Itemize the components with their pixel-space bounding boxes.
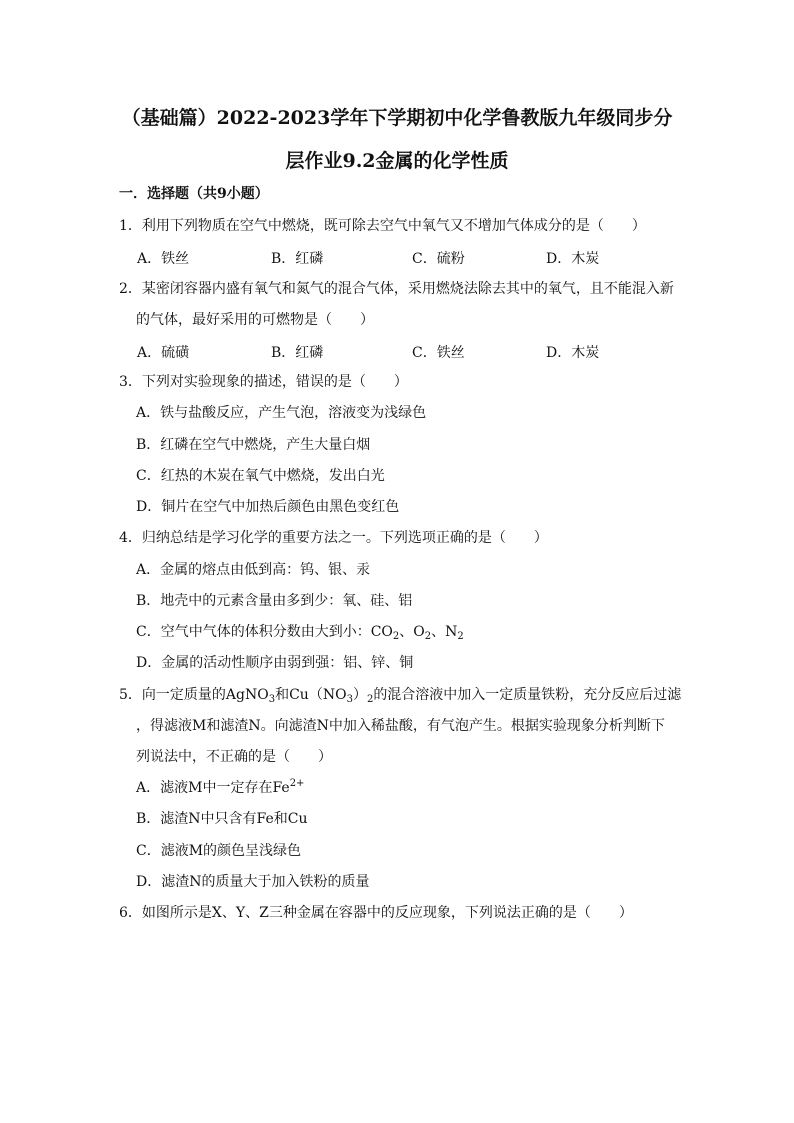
question-5-option-a-text: A．滤液M中一定存在Fe (136, 780, 290, 796)
question-1-option-a: A．铁丝 (137, 251, 190, 267)
subscript: 2 (457, 631, 464, 642)
question-2-option-b: B．红磷 (271, 345, 324, 361)
subscript: 2 (366, 694, 374, 705)
question-2-option-a: A．硫磺 (137, 345, 190, 361)
question-4-option-d: D．金属的活动性顺序由弱到强：铝、锌、铜 (136, 655, 414, 671)
question-5-option-c: C．滤液M的颜色呈浅绿色 (136, 843, 302, 859)
question-5-option-d: D．滤渣N的质量大于加入铁粉的质量 (136, 874, 370, 890)
question-3-option-d: D．铜片在空气中加热后颜色由黑色变红色 (136, 499, 400, 515)
question-5-stem-text: 的混合溶液中加入一定质量铁粉，充分反应后过滤 (373, 687, 682, 703)
question-5-stem-text: 5．向一定质量的AgNO (119, 687, 269, 703)
document-title-line-2: 层作业9.2金属的化学性质 (285, 150, 509, 172)
question-1-option-b: B．红磷 (271, 251, 324, 267)
question-4-option-c-text: 、N (431, 624, 458, 640)
question-4-stem: 4．归纳总结是学习化学的重要方法之一。下列选项正确的是（ ） (119, 530, 548, 546)
document-title-line-1: （基础篇）2022-2023学年下学期初中化学鲁教版九年级同步分 (121, 107, 673, 129)
question-4-option-c-text: 、O (399, 624, 425, 640)
question-1-option-c: C．硫粉 (412, 251, 465, 267)
question-3-option-b: B．红磷在空气中燃烧，产生大量白烟 (136, 437, 371, 453)
question-4-option-b: B．地壳中的元素含量由多到少：氧、硅、铝 (136, 593, 413, 609)
superscript: 2+ (289, 778, 305, 789)
question-6-stem: 6．如图所示是X、Y、Z三种金属在容器中的反应现象，下列说法正确的是（ ） (119, 905, 633, 921)
question-2-stem-line-1: 2．某密闭容器内盛有氧气和氮气的混合气体，采用燃烧法除去其中的氧气，且不能混入新 (119, 281, 674, 297)
question-5-option-a (136, 778, 304, 798)
question-3-option-a: A．铁与盐酸反应，产生气泡，溶液变为浅绿色 (136, 405, 427, 421)
question-4-option-c-text: C．空气中气体的体积分数由大到小：CO (136, 624, 393, 640)
question-2-stem-line-2: 的气体，最好采用的可燃物是（ ） (136, 312, 374, 328)
question-5-stem-text: ） (352, 687, 367, 703)
question-4-option-a: A．金属的熔点由低到高：钨、银、汞 (136, 562, 371, 578)
question-5-stem-line-3: 列说法中，不正确的是（ ） (136, 749, 332, 765)
section-heading: 一．选择题（共9小题） (119, 186, 269, 202)
subscript: 3 (346, 694, 353, 705)
subscript: 2 (424, 631, 432, 642)
question-1-option-d: D．木炭 (546, 251, 600, 267)
question-3-stem: 3．下列对实验现象的描述，错误的是（ ） (119, 374, 408, 390)
subscript: 2 (392, 631, 400, 642)
question-2-option-d: D．木炭 (546, 345, 600, 361)
question-5-option-b: B．滤渣N中只含有Fe和Cu (136, 811, 308, 827)
question-3-option-c: C．红热的木炭在氧气中燃烧，发出白光 (136, 468, 385, 484)
question-2-option-c: C．铁丝 (412, 345, 465, 361)
question-5-stem-line-1 (119, 685, 681, 705)
question-4-option-c (136, 622, 464, 642)
subscript: 3 (268, 694, 276, 705)
question-1-stem: 1．利用下列物质在空气中燃烧，既可除去空气中氧气又不增加气体成分的是（ ） (119, 218, 646, 234)
question-5-stem-line-2: ，得滤液M和滤渣N。向滤渣N中加入稀盐酸，有气泡产生。根据实验现象分析判断下 (136, 718, 665, 734)
question-5-stem-text: 和Cu（NO (275, 687, 347, 703)
